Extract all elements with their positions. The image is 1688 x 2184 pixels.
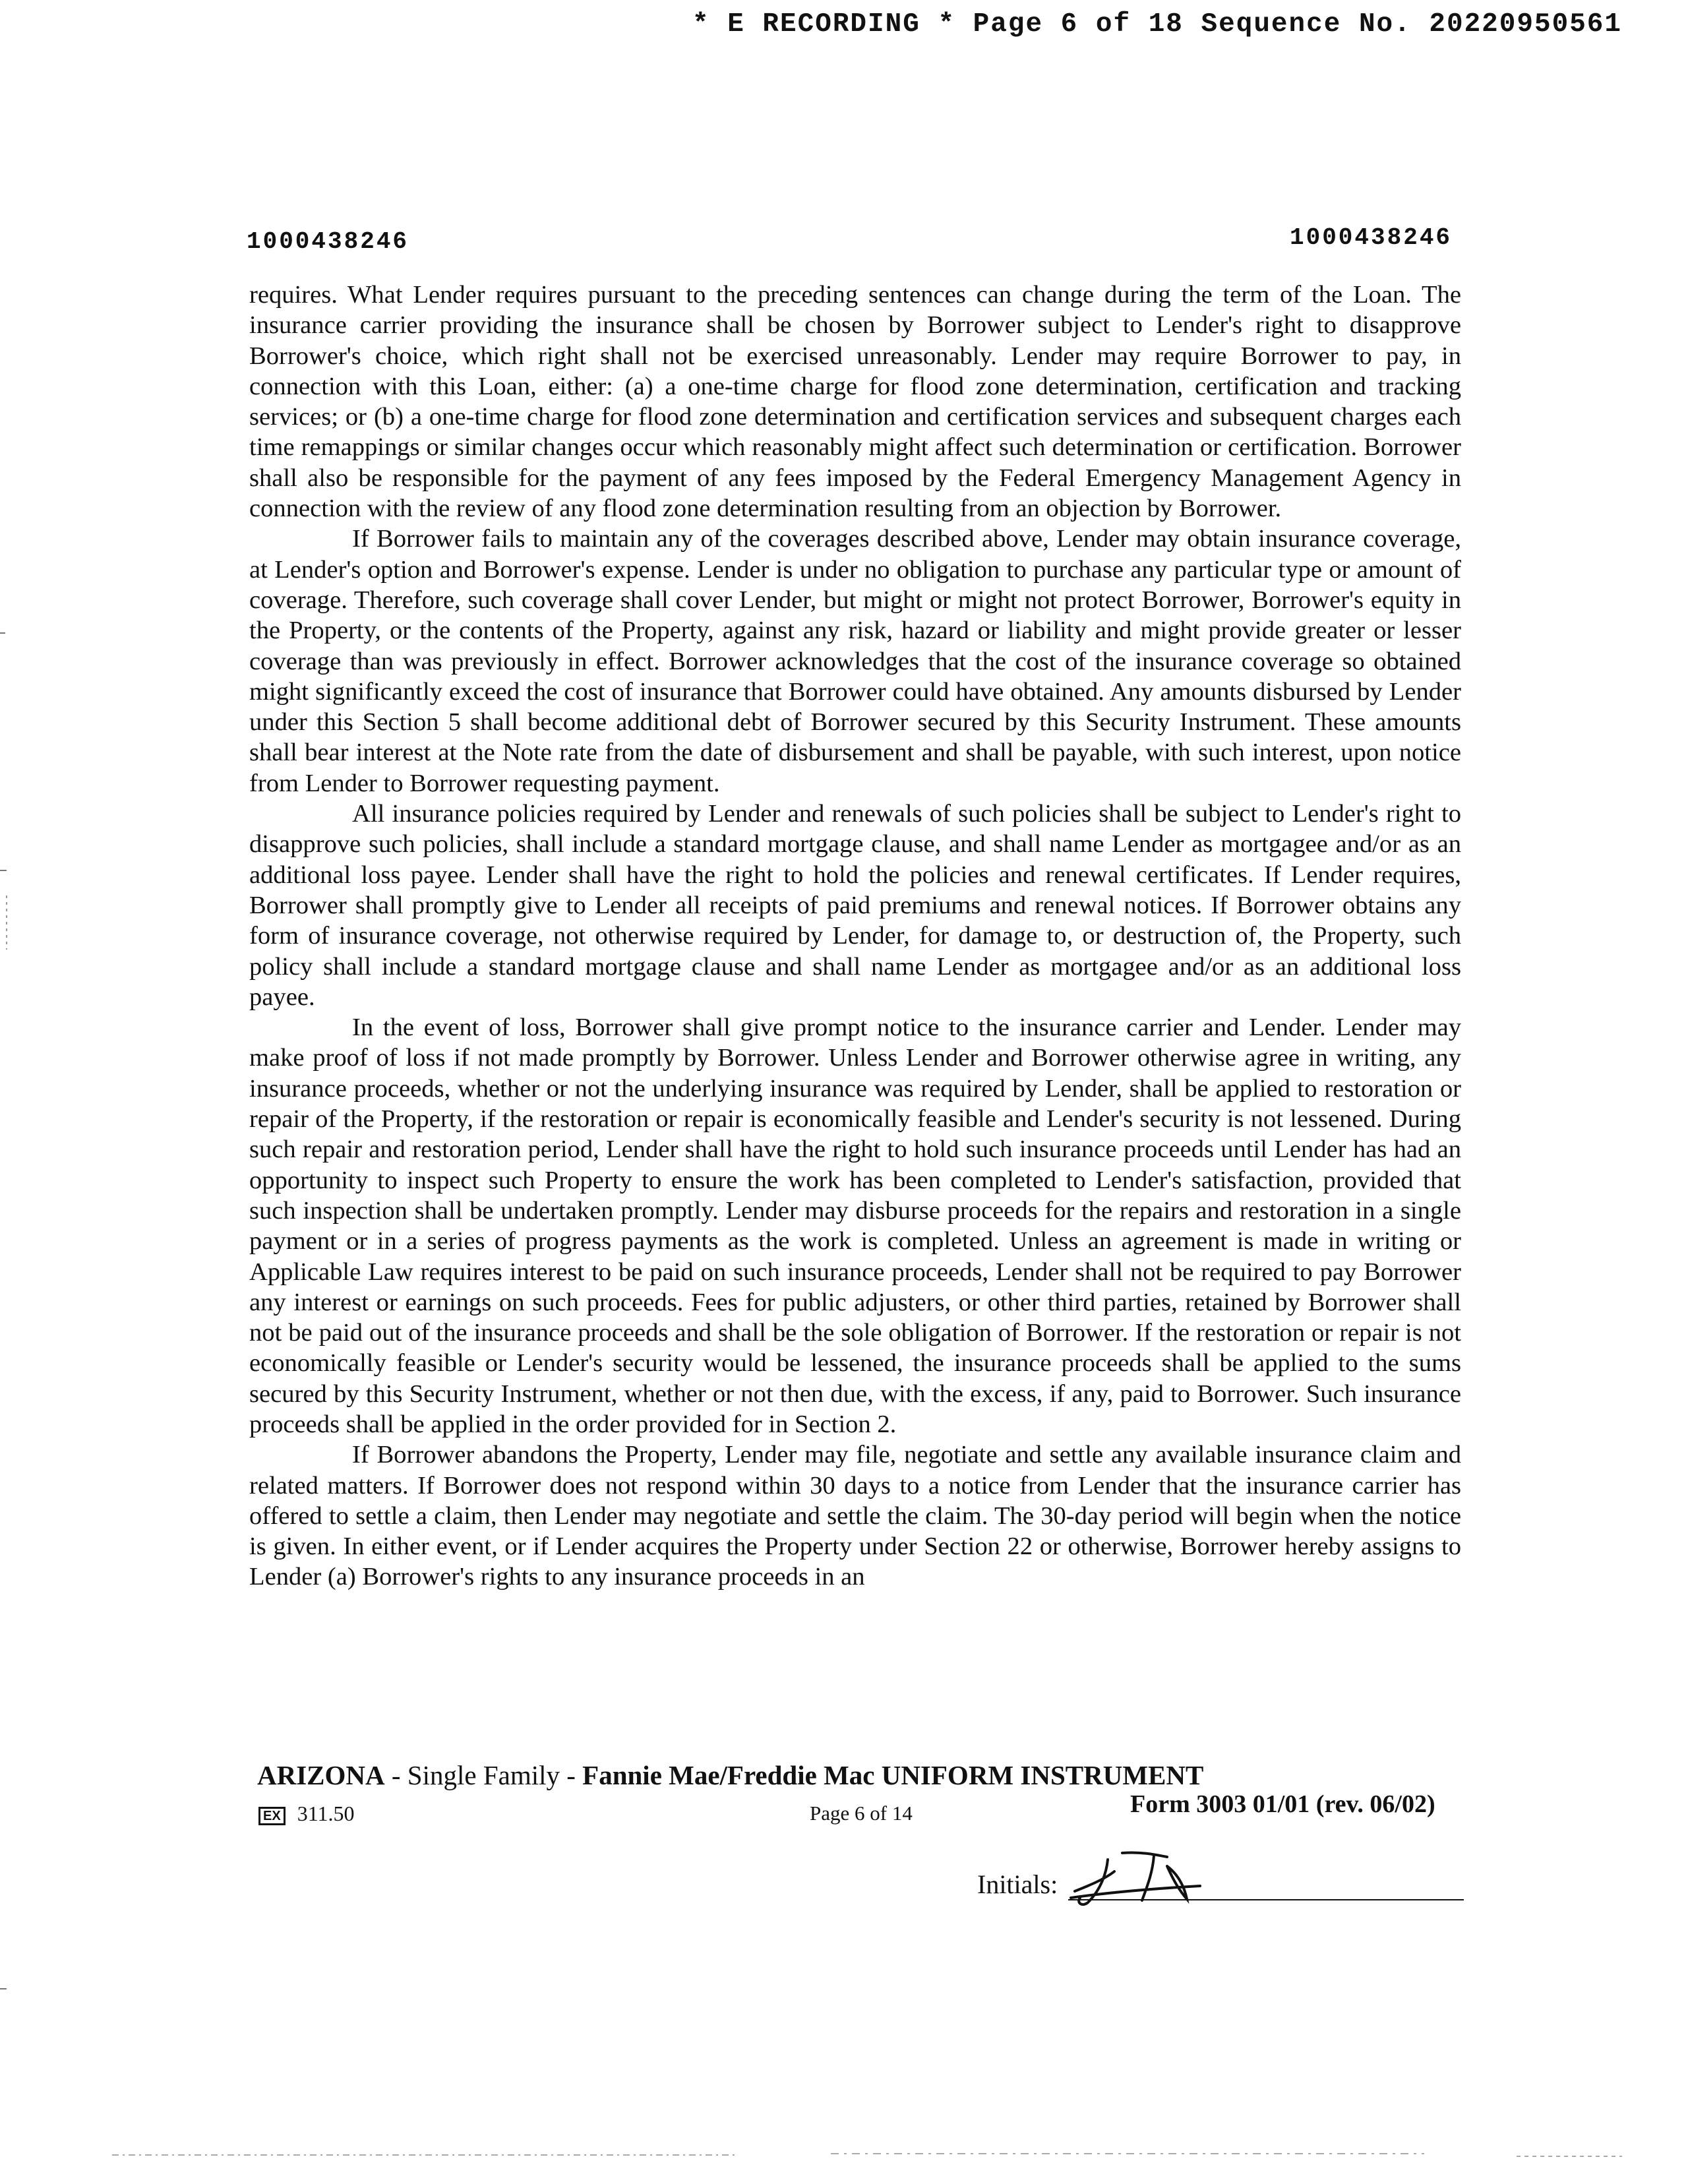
ex-logo-icon: EX [258, 1807, 286, 1825]
loan-number-left: 1000438246 [247, 228, 409, 255]
footer-title [257, 1759, 1203, 1791]
scan-bottom-marks [0, 2137, 1688, 2176]
initials-line [1068, 1899, 1464, 1900]
paragraph-insurance-policies: All insurance policies required by Lender and renewals of such policies shall be subject to Lender's right to disapprove such policies, shall include a standard mortgage clause, and shall name Lender as mortgagee and/or as an additional loss payee. Lender shall have the right to hold the policies and renewal certificates. If Lender requires, Borrower shall promptly give to Lender all receipts of paid premiums and renewal notices. If Borrower obtains any form of insurance coverage, not otherwise required by Lender, for damage to, or destruction of, the Property, such policy shall include a standard mortgage clause and shall name Lender as mortgagee and/or as an additional loss payee. [249, 800, 1461, 1011]
footer-state: ARIZONA [257, 1760, 385, 1790]
footer-separator: - Single Family - [384, 1760, 583, 1790]
body-text [249, 280, 1461, 1592]
initials-signature-icon [1068, 1840, 1226, 1912]
footer-form-code [258, 1802, 355, 1826]
footer-page-number: Page 6 of 14 [810, 1802, 913, 1825]
paragraph-event-of-loss: In the event of loss, Borrower shall give prompt notice to the insurance carrier and Lender. Lender may make proof of loss if not made promptly by Borrower. Unless Lender and Borrower otherwise agree in writing, any insurance proceeds, whether or not the underlying insurance was required by Lender, shall be applied to restoration or repair of the Property, if the restoration or repair is economically feasible and Lender's security is not lessened. During such repair and restoration period, Lender shall have the right to hold such insurance proceeds until Lender has had an opportunity to inspect such Property to ensure the work has been completed to Lender's satisfaction, provided that such inspection shall be undertaken promptly. Lender may disburse proceeds for the repairs and restoration in a single payment or in a series of progress payments as the work is completed. Unless an agreement is made in writing or Applicable Law requires interest to be paid on such insurance proceeds, Lender shall not be required to pay Borrower any interest or earnings on such proceeds. Fees for public adjusters, or other third parties, retained by Borrower shall not be paid out of the insurance proceeds and shall be the sole obligation of Borrower. If the restoration or repair is not economically feasible or Lender's security would be lessened, the insurance proceeds shall be applied to the sums secured by this Security Instrument, whether or not then due, with the excess, if any, paid to Borrower. Such insurance proceeds shall be applied in the order provided for in Section 2. [249, 1014, 1461, 1438]
form-code-value: 311.50 [297, 1802, 355, 1825]
scan-margin-marks [0, 0, 20, 2184]
loan-number-right: 1000438246 [1290, 224, 1453, 251]
recording-header: * E RECORDING * Page 6 of 18 Sequence No. 20220950561 [692, 9, 1623, 40]
paragraph-abandonment: If Borrower abandons the Property, Lender may file, negotiate and settle any available insurance claim and related matters. If Borrower does not respond within 30 days to a notice from Lender that the insurance carrier has offered to settle a claim, then Lender may negotiate and settle the claim. The 30-day period will begin when the notice is given. In either event, or if Lender acquires the Property under Section 22 or otherwise, Borrower hereby assigns to Lender (a) Borrower's rights to any insurance proceeds in an [249, 1441, 1461, 1591]
footer-instrument: Fannie Mae/Freddie Mac UNIFORM INSTRUMENT [582, 1760, 1204, 1790]
paragraph-coverage-failure: If Borrower fails to maintain any of the coverages described above, Lender may obtain insurance coverage, at Lender's option and Borrower's expense. Lender is under no obligation to purchase any particular type or amount of coverage. Therefore, such coverage shall cover Lender, but might or might not protect Borrower, Borrower's equity in the Property, or the contents of the Property, against any risk, hazard or liability and might provide greater or lesser coverage than was previously in effect. Borrower acknowledges that the cost of the insurance coverage so obtained might significantly exceed the cost of insurance that Borrower could have obtained. Any amounts disbursed by Lender under this Section 5 shall become additional debt of Borrower secured by this Security Instrument. These amounts shall bear interest at the Note rate from the date of disbursement and shall be payable, with such interest, upon notice from Lender to Borrower requesting payment. [249, 525, 1461, 797]
footer-form-label: Form 3003 01/01 (rev. 06/02) [1130, 1790, 1435, 1818]
paragraph-flood-insurance: requires. What Lender requires pursuant to the preceding sentences can change during the term of the Loan. The insurance carrier providing the insurance shall be chosen by Borrower subject to Lender's right to disapprove Borrower's choice, which right shall not be exercised unreasonably. Lender may require Borrower to pay, in connection with this Loan, either: (a) a one-time charge for flood zone determination, certification and tracking services; or (b) a one-time charge for flood zone determination and certification services and subsequent charges each time remappings or similar changes occur which reasonably might affect such determination or certification. Borrower shall also be responsible for the payment of any fees imposed by the Federal Emergency Management Agency in connection with the review of any flood zone determination resulting from an objection by Borrower. [249, 281, 1461, 523]
initials-label: Initials: [977, 1869, 1058, 1899]
